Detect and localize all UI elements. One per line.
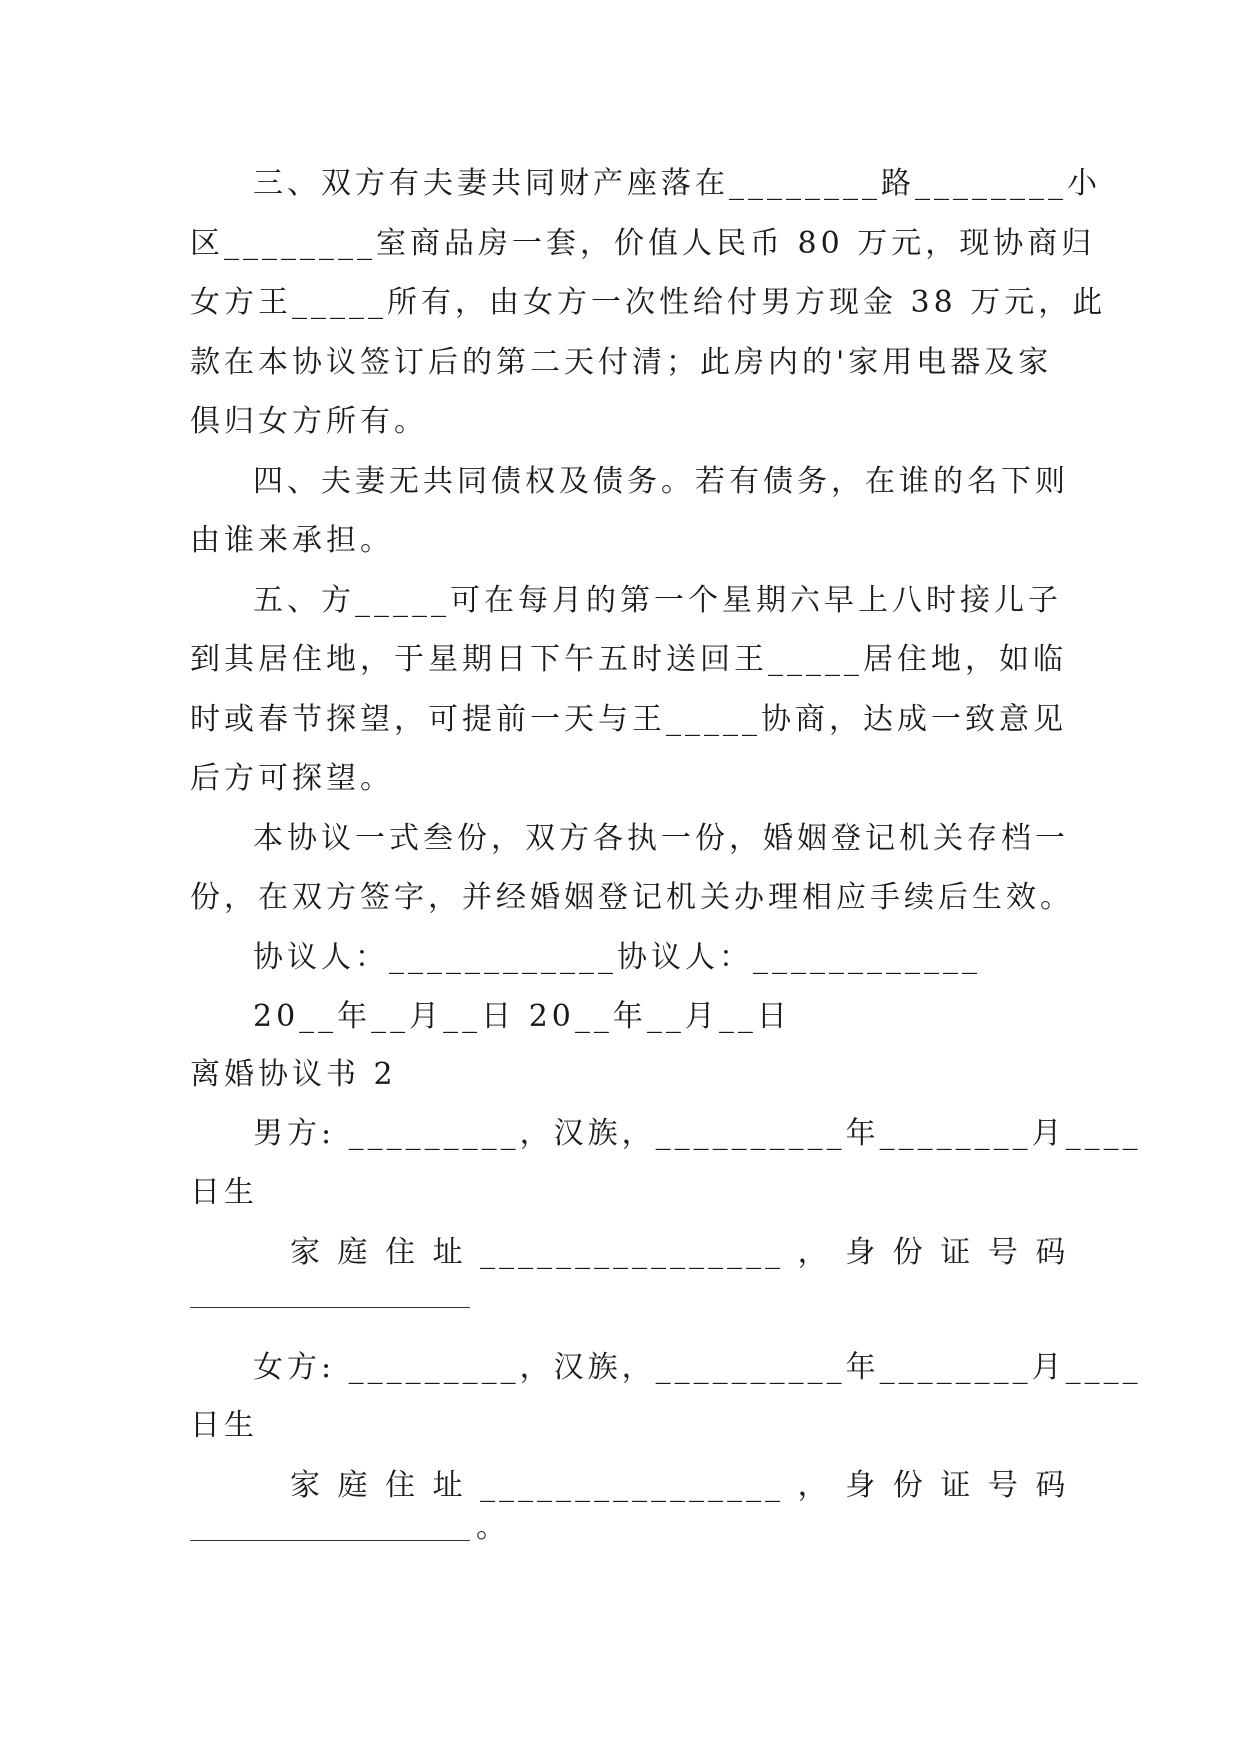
clause-3-line-1: 三、双方有夫妻共同财产座落在________路________小 (253, 166, 1101, 201)
clause-5-line-4: 后方可探望。 (190, 761, 394, 796)
signature-line: 协议人：____________协议人：____________ (253, 940, 981, 975)
male-id-blank (190, 1307, 470, 1308)
closing-line-1: 本协议一式叁份，双方各执一份，婚姻登记机关存档一 (253, 821, 1069, 856)
female-id-end-mark: 。 (476, 1510, 510, 1545)
male-address-line: 家 庭 住 址 ________________ ， 身 份 证 号 码 (290, 1235, 1070, 1270)
clause-3-line-4: 款在本协议签订后的第二天付清；此房内的'家用电器及家 (190, 345, 1053, 380)
clause-4-line-2: 由谁来承担。 (190, 523, 394, 558)
clause-3-line-3: 女方王_____所有，由女方一次性给付男方现金 38 万元，此 (190, 285, 1107, 320)
male-info-line: 男方: _________，汉族，__________年________月____ (253, 1116, 1142, 1151)
female-birth-line: 日生 (190, 1408, 258, 1443)
clause-4-line-1: 四、夫妻无共同债权及债务。若有债务，在谁的名下则 (253, 464, 1069, 499)
female-address-line: 家 庭 住 址 ________________ ， 身 份 证 号 码 (290, 1468, 1070, 1503)
date-line: 20__年__月__日 20__年__月__日 (253, 999, 791, 1034)
clause-5-line-3: 时或春节探望，可提前一天与王_____协商，达成一致意见 (190, 702, 1067, 737)
clause-3-line-5: 俱归女方所有。 (190, 404, 428, 439)
clause-5-line-1: 五、方_____可在每月的第一个星期六早上八时接儿子 (253, 583, 1062, 618)
doc2-title: 离婚协议书 2 (190, 1057, 397, 1092)
female-id-blank (190, 1540, 470, 1541)
male-birth-line: 日生 (190, 1175, 258, 1210)
closing-line-2: 份，在双方签字，并经婚姻登记机关办理相应手续后生效。 (190, 880, 1074, 915)
female-info-line: 女方: _________，汉族，__________年________月____ (253, 1350, 1142, 1385)
clause-5-line-2: 到其居住地，于星期日下午五时送回王_____居住地，如临 (190, 642, 1067, 677)
clause-3-line-2: 区________室商品房一套，价值人民币 80 万元，现协商归 (190, 226, 1096, 261)
